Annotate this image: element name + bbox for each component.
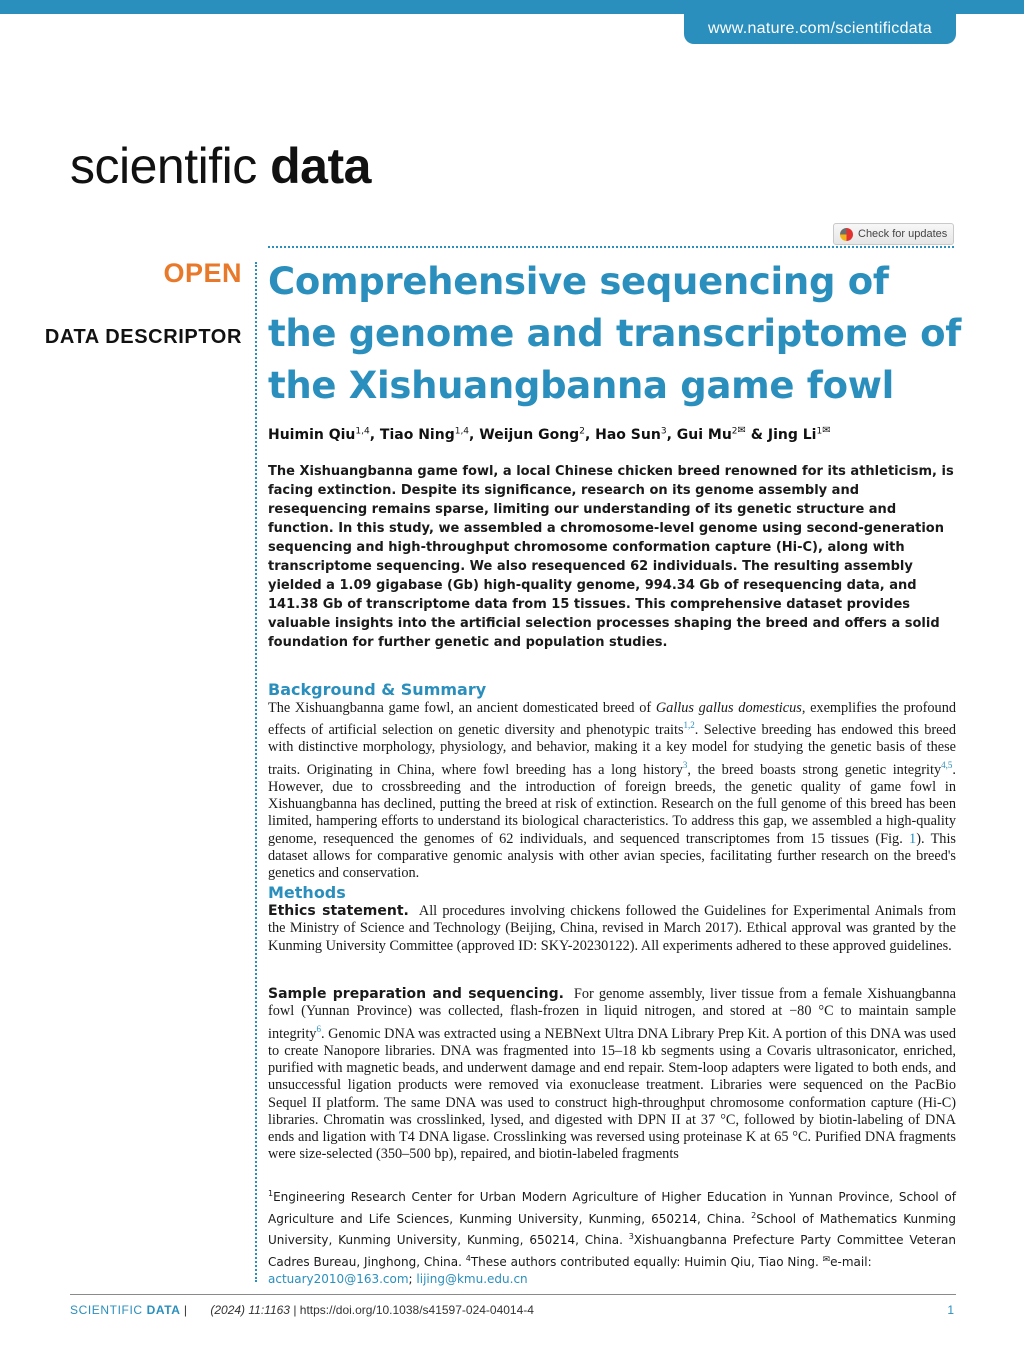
author-name[interactable]: Jing Li: [767, 427, 817, 443]
author-separator: &: [745, 427, 768, 443]
check-for-updates-button[interactable]: [833, 223, 954, 245]
author-affiliation: 2: [731, 426, 738, 437]
footer-volume: (2024) 11:1163: [210, 1303, 290, 1317]
author-list: [268, 421, 958, 445]
author-name[interactable]: Weijun Gong: [479, 427, 580, 443]
footer-citation: SCIENTIFIC DATA | (2024) 11:1163 | https://doi.org/10.1038/s41597-024-04014-4: [70, 1303, 534, 1317]
check-for-updates-label: Check for updates: [858, 228, 948, 240]
author-separator: ,: [469, 427, 480, 443]
background-paragraph: The Xishuangbanna game fowl, an ancient domesticated breed of Gallus gallus domesticus, exemplifies the profound effects of artificial selection on genetic diversity and phenotypic traits$^{1,2}$. Selective breeding has endowed this breed with distinctive morphology, physiology, and behavior, making it a key model for studying the genetic basis of these traits. Originating in China, where fowl breeding has a long history$^3$, the breed boasts strong genetic integrity$^{4,5}$. However, due to crossbreeding and the introduction of foreign breeds, the genetic quality of game fowl in Xishuangbanna has declined, putting the breed at risk of extinction. Research on the full genome of this breed has been limited, hampering efforts to understand its biological characteristics. To address this gap, we assembled a high-quality genome, resequenced the genomes of 62 individuals, and sequenced transcriptomes from 15 tissues (Fig. 1). This dataset allows for comparative genomic analysis with other avian species, facilitating further research on the breed's genetics and conservation.: [268, 700, 957, 882]
citation-link[interactable]: 1,2: [683, 720, 695, 731]
email-icon[interactable]: ✉: [737, 425, 746, 436]
sample-subheading: Sample preparation and sequencing.: [268, 986, 564, 1002]
section-heading-background: Background & Summary: [268, 680, 487, 699]
author-affiliation: 1,4: [355, 426, 370, 437]
article-type-label: DATA DESCRIPTOR: [44, 326, 242, 348]
page-number: 1: [947, 1303, 954, 1317]
ethics-paragraph: Ethics statement. All procedures involving chickens followed the Guidelines for Experimental Animals from the Ministry of Science and Technology (Beijing, China, revised in March 2017). Ethical approval was granted by the Kunming University Committee (approved ID: SKY-20230122). All experiments adhered to these approved guidelines.: [268, 903, 956, 954]
top-divider: [268, 246, 954, 248]
author-affiliation: 1,4: [454, 426, 470, 437]
logo-bold-text: data: [270, 138, 371, 194]
author-separator: ,: [584, 427, 596, 443]
email-icon: ✉: [822, 1254, 831, 1265]
author-separator: ,: [666, 427, 677, 443]
affiliations: $^1$Engineering Research Center for Urban Modern Agriculture of Higher Education in Yunnan Province, School of Agriculture and Life Sciences, Kunming University, Kunming, 650214, China. $^2$School of Mathematics Kunming University, Kunming University, Kunming, 650214, China. $^3$Xishuangbanna Prefecture Party Committee Veteran Cadres Bureau, Jinghong, China. $^4$These authors contributed equally: Huimin Qiu, Tiao Ning. ✉e-mail: actuary2010@163.com; lijing@kmu.edu.cn: [268, 1189, 956, 1286]
footer-journal-name: SCIENTIFIC DATA: [70, 1303, 181, 1317]
author-name[interactable]: Huimin Qiu: [268, 427, 356, 443]
author-name[interactable]: Tiao Ning: [379, 427, 455, 443]
logo-light-text: scientific: [70, 138, 257, 194]
footer-doi[interactable]: | https://doi.org/10.1038/s41597-024-04014-4: [289, 1303, 534, 1317]
species-name: Gallus gallus domesticus: [655, 700, 802, 716]
citation-link[interactable]: 6: [316, 1023, 321, 1034]
article-title: Comprehensive sequencing of the genome and transcriptome of the Xishuangbanna game fowl: [268, 260, 962, 407]
journal-url-link[interactable]: www.nature.com/scientificdata: [684, 14, 956, 44]
crossmark-icon: [840, 228, 853, 241]
author-name[interactable]: Hao Sun: [595, 427, 661, 443]
author-separator: ,: [369, 427, 380, 443]
figure-link[interactable]: 1: [909, 830, 917, 847]
open-access-label: OPEN: [163, 258, 242, 288]
section-heading-methods: Methods: [268, 883, 346, 902]
email-link[interactable]: lijing@kmu.edu.cn: [416, 1272, 528, 1286]
author-affiliation: 1: [816, 426, 823, 437]
footer-divider: [70, 1294, 956, 1295]
side-divider: [255, 262, 257, 1282]
journal-logo: [70, 136, 371, 196]
citation-link[interactable]: 4,5: [941, 759, 953, 770]
author-name[interactable]: Gui Mu: [676, 427, 732, 443]
ethics-subheading: Ethics statement.: [268, 903, 409, 919]
email-link[interactable]: actuary2010@163.com: [268, 1272, 409, 1286]
header-bar: [0, 0, 1024, 14]
email-icon[interactable]: ✉: [822, 425, 831, 436]
author-affiliation: 2: [579, 426, 585, 437]
abstract: The Xishuangbanna game fowl, a local Chinese chicken breed renowned for its athleticism, is facing extinction. Despite its significance, research on its genome assembly and resequencing remains sparse, limiting our understanding of its genetic structure and function. In this study, we assembled a chromosome-level genome using second-generation sequencing and high-throughput chromosome conformation capture (Hi-C), along with transcriptome sequencing. We also resequenced 62 individuals. The resulting assembly yielded a 1.09 gigabase (Gb) high-quality genome, 994.34 Gb of resequencing data, and 141.38 Gb of transcriptome data from 15 tissues. This comprehensive dataset provides valuable insights into the artificial selection processes shaping the breed and offers a solid foundation for further genetic and population studies.: [268, 464, 954, 650]
sample-paragraph: Sample preparation and sequencing. For genome assembly, liver tissue from a female Xishuangbanna fowl (Yunnan Province) was collected, flash-frozen in liquid nitrogen, and stored at −80 °C to maintain sample integrity$^6$. Genomic DNA was extracted using a NEBNext Ultra DNA Library Prep Kit. A portion of this DNA was used to create Nanopore libraries. DNA was fragmented into 15–18 kb segments using a Covaris ultrasonicator, enriched, purified with magnetic beads, and underwent damage and end repair. Stem-loop adapters were ligated to both ends, and unsuccessful ligation products were removed via exonuclease treatment. Libraries were sequenced on the PacBio Sequel II platform. The same DNA was used to construct high-throughput chromosome conformation capture (Hi-C) libraries. Chromatin was crosslinked, lysed, and digested with DPN II at 37 °C, followed by biotin-labeling of DNA ends and ligation with T4 DNA ligase. Crosslinking was reversed using proteinase K at 65 °C. Purified DNA fragments were size-selected (350–500 bp), repaired, and biotin-labeled fragments: [268, 986, 957, 1163]
citation-link[interactable]: 3: [682, 759, 688, 770]
author-affiliation: 3: [660, 426, 667, 437]
